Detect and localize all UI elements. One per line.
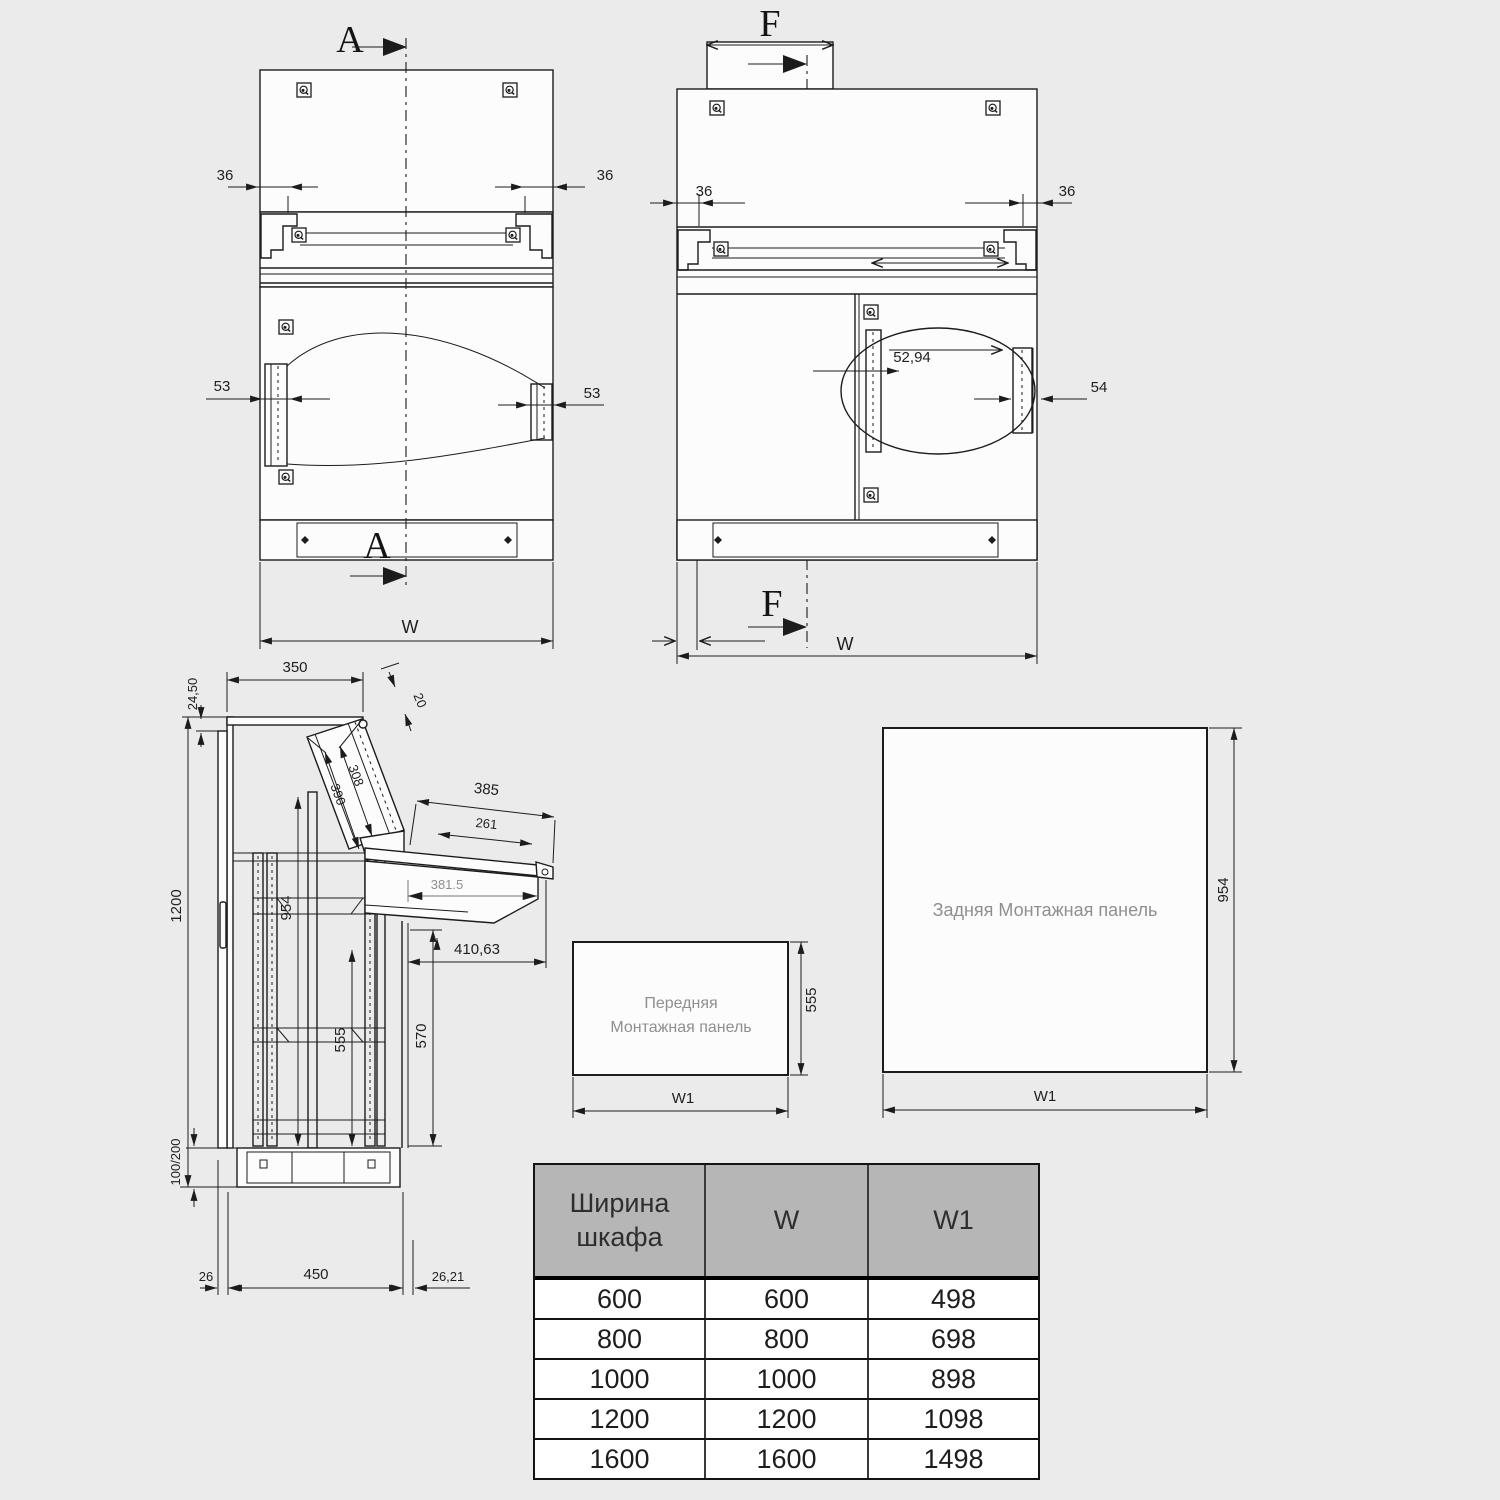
- rear-wall: [227, 717, 233, 1148]
- cell-w: 800: [704, 1320, 867, 1358]
- side-view: [168, 659, 555, 1295]
- fastener-icon: [297, 83, 311, 97]
- fastener-icon: [984, 242, 998, 256]
- dim-w-rear: W: [836, 634, 854, 654]
- front-mounting-panel: [573, 942, 820, 1118]
- fastener-icon: [714, 242, 728, 256]
- rear-mounting-panel: [883, 728, 1242, 1118]
- section-arrow: [383, 38, 407, 56]
- dim-385: 385: [473, 779, 500, 800]
- table-body: [535, 1280, 1038, 1478]
- section-marker-f-top: F: [759, 3, 781, 45]
- dim-350: 350: [282, 659, 308, 676]
- dim-381-5: 381.5: [430, 877, 464, 892]
- dim-w1-front-panel: W1: [671, 1090, 695, 1107]
- dim-308: 308: [345, 762, 367, 789]
- front-view: [206, 19, 613, 649]
- fastener-icon: [292, 228, 306, 242]
- dim-450: 450: [303, 1266, 329, 1283]
- dim-24-50: 24,50: [185, 677, 200, 711]
- dim-954-panel: 954: [1215, 877, 1232, 903]
- dim-555: 555: [332, 1027, 349, 1053]
- dim-36-left: 36: [216, 167, 234, 184]
- dim-410-63: 410,63: [454, 941, 500, 958]
- center-post: [308, 792, 317, 1148]
- table-row: [535, 1280, 1038, 1320]
- dim-36-right: 36: [1058, 183, 1076, 200]
- dim-26: 26: [198, 1269, 214, 1284]
- dim-1200: 1200: [168, 889, 185, 923]
- fastener-icon: [506, 228, 520, 242]
- cell-width: 1600: [589, 1443, 650, 1474]
- dim-53-left: 53: [213, 378, 231, 395]
- dim-w1-rear-panel: W1: [1033, 1088, 1057, 1105]
- cell-w: 1000: [704, 1360, 867, 1398]
- dim-570: 570: [413, 1023, 430, 1049]
- dim-390: 390: [327, 781, 349, 808]
- top-protrusion: [707, 42, 833, 89]
- cell-width: 1200: [589, 1403, 650, 1434]
- rear-view: [650, 3, 1107, 664]
- cell-width: 1000: [589, 1363, 650, 1394]
- cell-width: 600: [596, 1283, 643, 1314]
- fastener-icon: [279, 320, 293, 334]
- dim-53-right: 53: [583, 385, 601, 402]
- cell-w1: 898: [867, 1360, 1038, 1398]
- dim-54: 54: [1090, 379, 1108, 396]
- dim-52-94: 52,94: [893, 349, 931, 366]
- cell-width: 800: [596, 1323, 643, 1354]
- cell-w1: 698: [867, 1320, 1038, 1358]
- table-header-cabinet-width: Ширина шкафа: [569, 1187, 670, 1252]
- table-header-w: W: [704, 1165, 867, 1276]
- fastener-icon: [503, 83, 517, 97]
- dim-w-front: W: [401, 617, 419, 637]
- panel-title: Задняя Монтажная панель: [932, 900, 1158, 920]
- table-row: [535, 1400, 1038, 1440]
- dim-261: 261: [474, 814, 499, 833]
- table-header-w1: W1: [867, 1165, 1038, 1276]
- section-arrow: [783, 618, 807, 636]
- cell-w: 1200: [704, 1400, 867, 1438]
- rear-door-handle: [220, 902, 226, 948]
- panel-title-line2: Монтажная панель: [610, 1019, 752, 1036]
- cell-w1: 498: [867, 1280, 1038, 1318]
- dim-36-left: 36: [695, 183, 713, 200]
- rear-body: [677, 89, 1037, 560]
- dim-100-200: 100/200: [168, 1138, 183, 1186]
- section-marker-a-bottom: A: [363, 525, 391, 567]
- rear-plinth: [677, 520, 1037, 560]
- fastener-icon: [986, 101, 1000, 115]
- cell-w1: 1098: [867, 1400, 1038, 1438]
- fastener-icon: [279, 470, 293, 484]
- size-table: [533, 1163, 1040, 1480]
- panel-title-line1: Передняя: [644, 995, 718, 1012]
- cell-w1: 1498: [867, 1440, 1038, 1478]
- top-face: [227, 717, 363, 725]
- dim-555-panel: 555: [803, 987, 820, 1013]
- fastener-icon: [710, 101, 724, 115]
- dim-36-right: 36: [596, 167, 614, 184]
- dim-954: 954: [278, 895, 295, 921]
- fastener-icon: [864, 305, 878, 319]
- cell-w: 1600: [704, 1440, 867, 1478]
- table-header-row: [535, 1165, 1038, 1280]
- section-marker-a-top: A: [336, 19, 364, 61]
- cell-w: 600: [704, 1280, 867, 1318]
- fastener-icon: [864, 488, 878, 502]
- section-marker-f-bottom: F: [761, 583, 783, 625]
- table-row: [535, 1320, 1038, 1360]
- dim-20: 20: [410, 690, 430, 710]
- table-row: [535, 1440, 1038, 1478]
- dim-26-21: 26,21: [431, 1269, 465, 1284]
- section-arrow: [383, 567, 407, 585]
- table-row: [535, 1360, 1038, 1400]
